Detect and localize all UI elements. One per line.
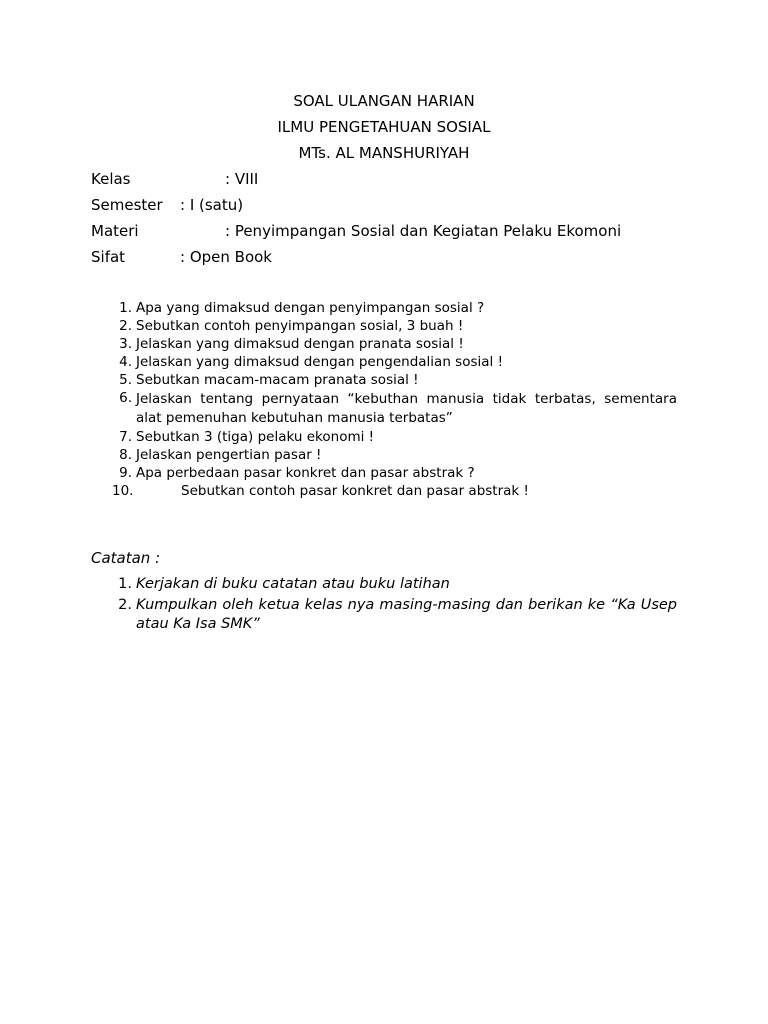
- info-row-sifat: [91, 248, 272, 266]
- question-text: Sebutkan contoh penyimpangan sosial, 3 buah !: [136, 318, 464, 334]
- question-text: Apa yang dimaksud dengan penyimpangan sosial ?: [136, 300, 485, 316]
- note-text: Kumpulkan oleh ketua kelas nya masing-masing dan berikan ke “Ka Usep atau Ka Isa SMK”: [136, 597, 677, 632]
- question-number: 2.: [119, 318, 132, 334]
- info-row-kelas: [91, 170, 259, 188]
- question-number: 8.: [119, 447, 132, 463]
- notes-title: Catatan :: [91, 549, 161, 567]
- sifat-value: : Open Book: [180, 248, 272, 266]
- question-number: 9.: [119, 465, 132, 481]
- school-title: MTs. AL MANSHURIYAH: [298, 144, 470, 162]
- question-number: 7.: [119, 429, 132, 445]
- info-row-materi: [91, 222, 622, 240]
- note-number: 2.: [118, 597, 132, 613]
- question-text: Jelaskan pengertian pasar !: [136, 447, 322, 463]
- semester-value: : I (satu): [180, 196, 244, 214]
- question-text: Apa perbedaan pasar konkret dan pasar abstrak ?: [136, 465, 475, 481]
- materi-label: Materi: [91, 222, 139, 240]
- semester-label: Semester: [91, 196, 163, 214]
- question-text: Sebutkan 3 (tiga) pelaku ekonomi !: [136, 429, 375, 445]
- kelas-value: : VIII: [225, 170, 259, 188]
- question-number: 6.: [119, 390, 132, 406]
- info-row-semester: [91, 196, 244, 214]
- note-number: 1.: [118, 576, 132, 592]
- sifat-label: Sifat: [91, 248, 126, 266]
- question-text: Sebutkan contoh pasar konkret dan pasar abstrak !: [181, 483, 529, 499]
- question-text: Jelaskan tentang pernyataan “kebuthan manusia tidak terbatas, sementara alat pemenuhan kebutuhan manusia terbatas”: [136, 391, 677, 426]
- question-number: 5.: [119, 372, 132, 388]
- question-text: Sebutkan macam-macam pranata sosial !: [136, 372, 419, 388]
- question-text: Jelaskan yang dimaksud dengan pengendalian sosial !: [136, 354, 503, 370]
- question-number: 1.: [119, 300, 132, 316]
- document-title: SOAL ULANGAN HARIAN: [293, 92, 475, 110]
- question-text: Jelaskan yang dimaksud dengan pranata sosial !: [136, 336, 464, 352]
- question-number: 3.: [119, 336, 132, 352]
- subject-title: ILMU PENGETAHUAN SOSIAL: [277, 118, 491, 136]
- materi-value: : Penyimpangan Sosial dan Kegiatan Pelaku Ekomoni: [225, 222, 622, 240]
- question-number: 4.: [119, 354, 132, 370]
- note-text: Kerjakan di buku catatan atau buku latihan: [136, 576, 450, 592]
- kelas-label: Kelas: [91, 170, 131, 188]
- question-number: 10.: [112, 483, 134, 499]
